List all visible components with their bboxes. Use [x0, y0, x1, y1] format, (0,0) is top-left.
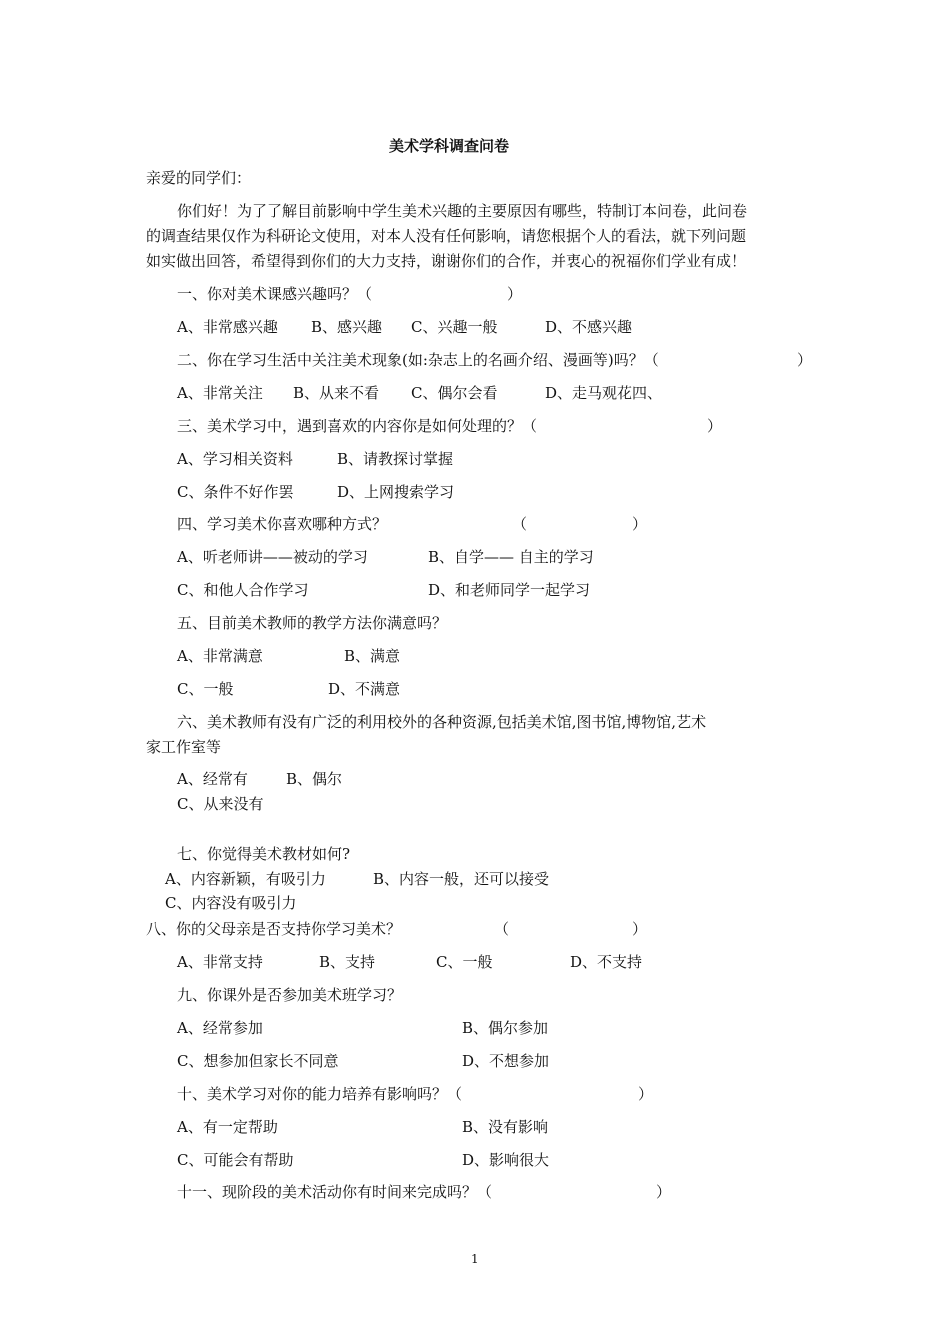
q4-option-a: A、听老师讲——被动的学习 [177, 548, 368, 566]
question-2-close: ） [797, 351, 813, 369]
question-5: 五、目前美术教师的教学方法你满意吗？ [177, 614, 448, 632]
question-8-close: ） [632, 920, 648, 938]
q1-option-c: C、兴趣一般 [411, 318, 498, 336]
document-title: 美术学科调查问卷 [389, 137, 510, 155]
question-3: 三、美术学习中，遇到喜欢的内容你是如何处理的？（ [177, 417, 538, 435]
question-11-close: ） [656, 1183, 672, 1201]
q4-option-d: D、和老师同学一起学习 [428, 581, 591, 599]
page-number: 1 [471, 1252, 479, 1266]
q6-option-b: B、偶尔 [286, 770, 343, 788]
question-1: 一、你对美术课感兴趣吗？（ [177, 285, 373, 303]
q1-option-b: B、感兴趣 [311, 318, 383, 336]
q5-option-b: B、满意 [344, 647, 401, 665]
intro-line-2: 的调查结果仅作为科研论文使用，对本人没有任何影响，请您根据个人的看法，就下列问题 [146, 227, 747, 245]
q4-option-c: C、和他人合作学习 [177, 581, 309, 599]
q10-option-c: C、可能会有帮助 [177, 1151, 294, 1169]
q1-option-d: D、不感兴趣 [545, 318, 633, 336]
question-3-close: ） [707, 417, 723, 435]
question-2: 二、你在学习生活中关注美术现象(如:杂志上的名画介绍、漫画等)吗？（ [177, 351, 659, 369]
q3-option-d: D、上网搜索学习 [337, 483, 455, 501]
q10-option-b: B、没有影响 [462, 1118, 549, 1136]
q1-option-a: A、非常感兴趣 [177, 318, 278, 336]
question-7: 七、你觉得美术教材如何? [177, 845, 351, 863]
q2-option-b: B、从来不看 [293, 384, 380, 402]
q8-option-a: A、非常支持 [177, 953, 263, 971]
question-4-close: ） [632, 515, 648, 533]
question-4: 四、学习美术你喜欢哪种方式？ [177, 515, 388, 533]
question-10-close: ） [638, 1085, 654, 1103]
q7-option-a: A、内容新颖，有吸引力 [165, 870, 326, 888]
q6-option-c: C、从来没有 [177, 795, 264, 813]
q3-option-a: A、学习相关资料 [177, 450, 293, 468]
intro-line-1: 你们好！为了了解目前影响中学生美术兴趣的主要原因有哪些，特制订本问卷，此问卷 [177, 202, 748, 220]
q8-option-b: B、支持 [319, 953, 376, 971]
q3-option-c: C、条件不好作罢 [177, 483, 294, 501]
q9-option-a: A、经常参加 [177, 1019, 263, 1037]
q9-option-b: B、偶尔参加 [462, 1019, 549, 1037]
intro-line-3: 如实做出回答，希望得到你们的大力支持，谢谢你们的合作，并衷心的祝福你们学业有成！ [146, 252, 747, 270]
question-8-open: （ [494, 920, 510, 938]
question-1-close: ） [507, 285, 523, 303]
q6-option-a: A、经常有 [177, 770, 248, 788]
greeting: 亲爱的同学们： [146, 169, 252, 187]
q2-option-d: D、走马观花四、 [545, 384, 663, 402]
q10-option-a: A、有一定帮助 [177, 1118, 278, 1136]
q8-option-d: D、不支持 [570, 953, 643, 971]
q7-option-c: C、内容没有吸引力 [165, 894, 297, 912]
q2-option-a: A、非常关注 [177, 384, 263, 402]
question-8: 八、你的父母亲是否支持你学习美术？ [146, 920, 402, 938]
question-6-line-1: 六、美术教师有没有广泛的利用校外的各种资源,包括美术馆,图书馆,博物馆,艺术 [177, 713, 707, 731]
q5-option-a: A、非常满意 [177, 647, 263, 665]
q4-option-b: B、自学—— 自主的学习 [428, 548, 594, 566]
question-4-open: （ [512, 515, 528, 533]
question-6-line-2: 家工作室等 [146, 738, 222, 756]
q3-option-b: B、请教探讨掌握 [337, 450, 454, 468]
q7-option-b: B、内容一般，还可以接受 [373, 870, 550, 888]
q9-option-d: D、不想参加 [462, 1052, 550, 1070]
q10-option-d: D、影响很大 [462, 1151, 550, 1169]
q5-option-d: D、不满意 [328, 680, 401, 698]
question-11: 十一、现阶段的美术活动你有时间来完成吗？（ [177, 1183, 493, 1201]
q2-option-c: C、偶尔会看 [411, 384, 498, 402]
q8-option-c: C、一般 [436, 953, 493, 971]
question-9: 九、你课外是否参加美术班学习？ [177, 986, 403, 1004]
question-10: 十、美术学习对你的能力培养有影响吗？（ [177, 1085, 463, 1103]
q9-option-c: C、想参加但家长不同意 [177, 1052, 339, 1070]
q5-option-c: C、一般 [177, 680, 234, 698]
